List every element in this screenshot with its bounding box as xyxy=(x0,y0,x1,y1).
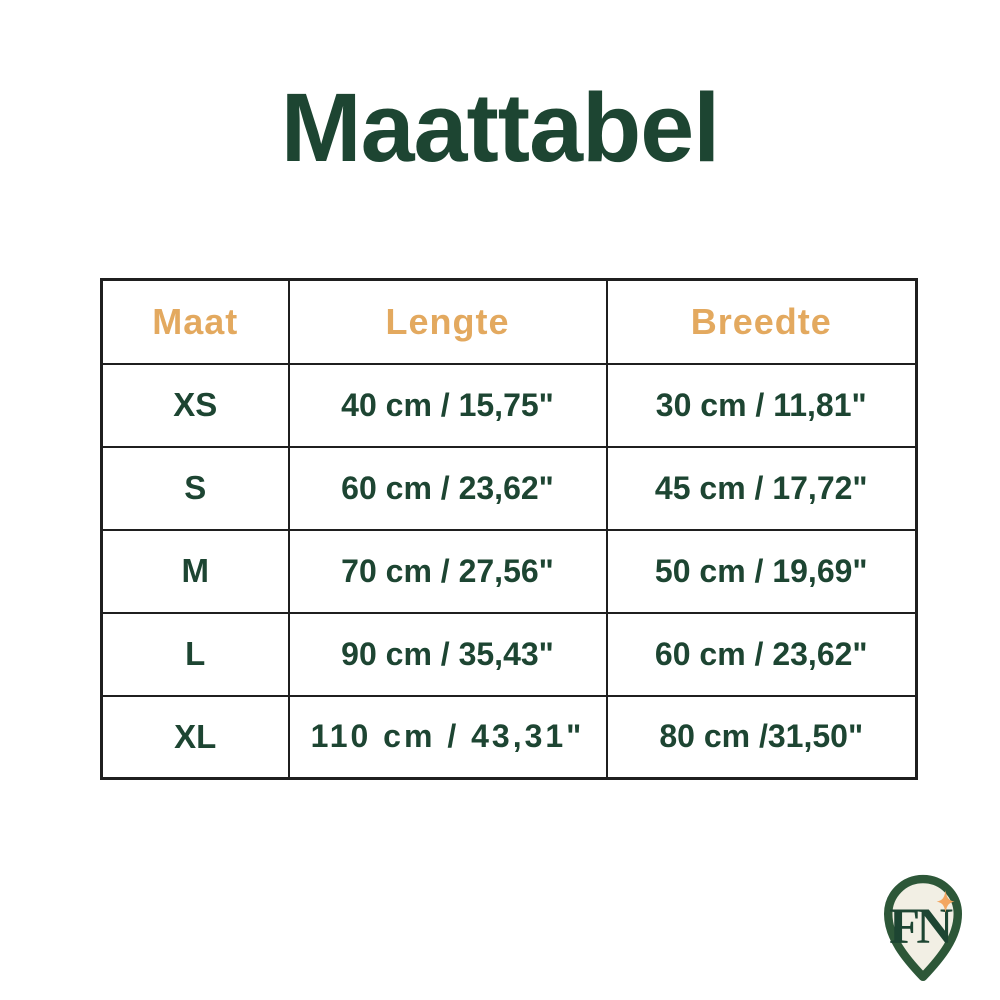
width-value: 30 cm / 11,81" xyxy=(607,364,917,447)
table-row-s xyxy=(102,447,917,530)
length-value: 60 cm / 23,62" xyxy=(289,447,607,530)
width-value: 80 cm /31,50" xyxy=(607,696,917,779)
column-header-maat: Maat xyxy=(102,280,289,364)
length-value: 40 cm / 15,75" xyxy=(289,364,607,447)
width-value: 45 cm / 17,72" xyxy=(607,447,917,530)
column-header-lengte: Lengte xyxy=(289,280,607,364)
table-row-xs xyxy=(102,364,917,447)
length-value: 90 cm / 35,43" xyxy=(289,613,607,696)
length-value: 70 cm / 27,56" xyxy=(289,530,607,613)
size-label: XS xyxy=(102,364,289,447)
width-value: 50 cm / 19,69" xyxy=(607,530,917,613)
size-label: M xyxy=(102,530,289,613)
size-label: XL xyxy=(102,696,289,779)
length-value: 110 cm / 43,31" xyxy=(289,696,607,779)
column-header-breedte: Breedte xyxy=(607,280,917,364)
size-chart-table xyxy=(100,278,918,780)
table-header-row xyxy=(102,280,917,364)
table-row-xl xyxy=(102,696,917,779)
table-row-l xyxy=(102,613,917,696)
table-row-m xyxy=(102,530,917,613)
logo-letters: FN xyxy=(889,897,950,954)
width-value: 60 cm / 23,62" xyxy=(607,613,917,696)
size-label: L xyxy=(102,613,289,696)
size-label: S xyxy=(102,447,289,530)
brand-logo-pin xyxy=(876,870,970,984)
page-title: Maattabel xyxy=(280,73,720,182)
